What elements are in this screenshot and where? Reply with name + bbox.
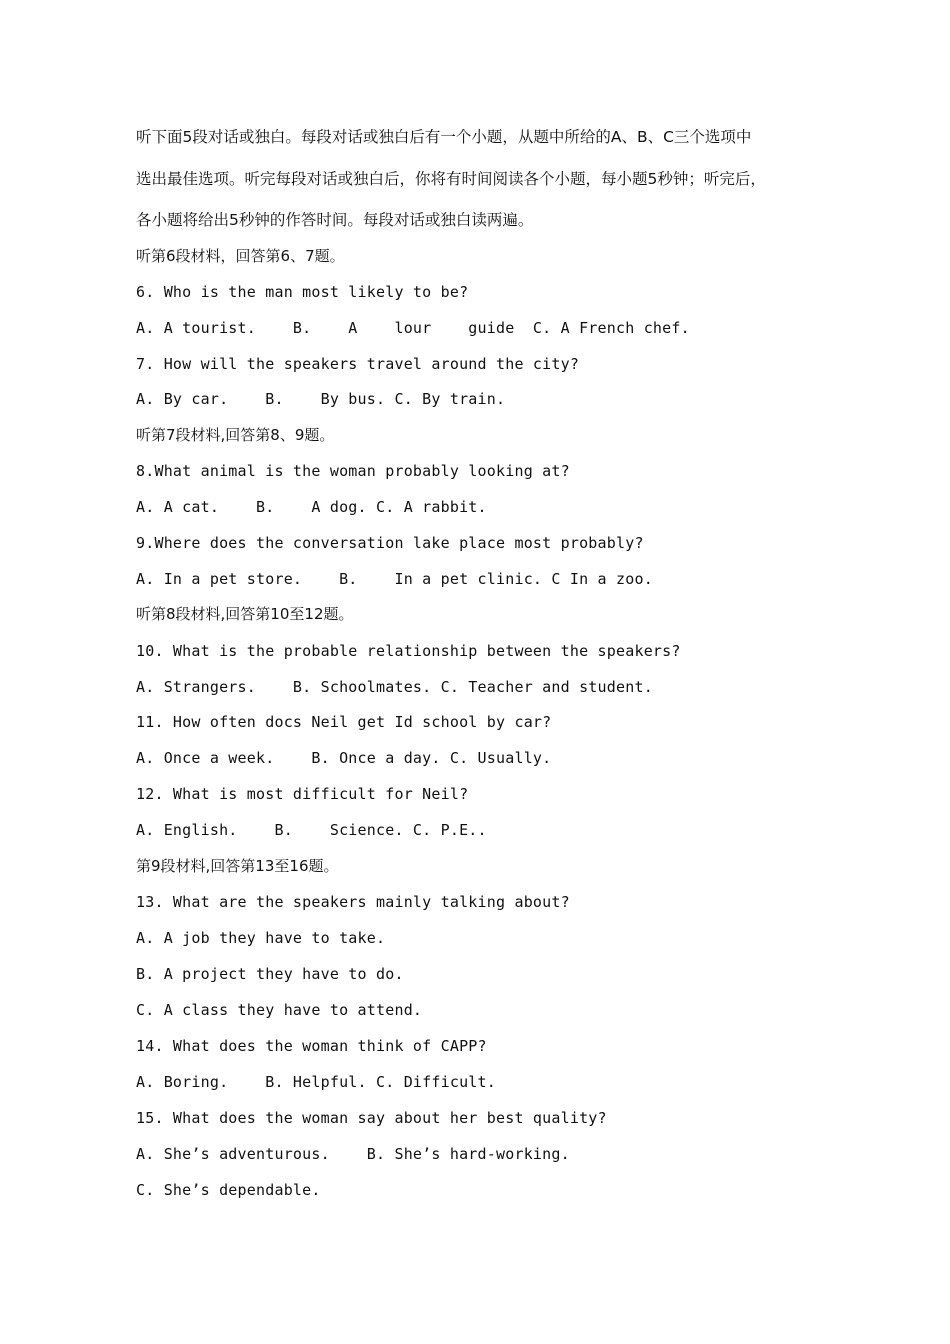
section-heading-9: 第9段材料,回答第13至16题。	[136, 857, 339, 875]
option-15c: C. She’s dependable.	[136, 1181, 321, 1199]
question-6: 6. Who is the man most likely to be?	[136, 283, 469, 301]
options-12: A. English. B. Science. C. P.E..	[136, 821, 487, 839]
question-11: 11. How often docs Neil get Id school by car?	[136, 713, 552, 731]
question-13: 13. What are the speakers mainly talking about?	[136, 893, 570, 911]
options-14: A. Boring. B. Helpful. C. Difficult.	[136, 1073, 496, 1091]
question-10: 10. What is the probable relationship between the speakers?	[136, 642, 681, 660]
question-15: 15. What does the woman say about her best quality?	[136, 1109, 607, 1127]
section-heading-7: 听第7段材料,回答第8、9题。	[136, 426, 335, 444]
question-12: 12. What is most difficult for Neil?	[136, 785, 469, 803]
options-8: A. A cat. B. A dog. C. A rabbit.	[136, 498, 487, 516]
question-14: 14. What does the woman think of CAPP?	[136, 1037, 487, 1055]
section-heading-6: 听第6段材料，回答第6、7题。	[136, 247, 345, 265]
section-heading-8: 听第8段材料,回答第10至12题。	[136, 605, 354, 623]
options-7: A. By car. B. By bus. C. By train.	[136, 390, 506, 408]
options-6: A. A tourist. B. A lour guide C. A French chef.	[136, 319, 690, 337]
option-13a: A. A job they have to take.	[136, 929, 386, 947]
options-9: A. In a pet store. B. In a pet clinic. C In a zoo.	[136, 570, 653, 588]
intro-line-2: 选出最佳选项。听完每段对话或独白后，你将有时间阅读各个小题，每小题5秒钟；听完后，	[136, 170, 766, 188]
options-11: A. Once a week. B. Once a day. C. Usually.	[136, 749, 552, 767]
options-15ab: A. She’s adventurous. B. She’s hard-working.	[136, 1145, 570, 1163]
options-10: A. Strangers. B. Schoolmates. C. Teacher and student.	[136, 678, 653, 696]
option-13c: C. A class they have to attend.	[136, 1001, 423, 1019]
intro-line-3: 各小题将给出5秒钟的作答时间。每段对话或独白读两遍。	[136, 211, 534, 229]
question-8: 8.What animal is the woman probably looking at?	[136, 462, 570, 480]
option-13b: B. A project they have to do.	[136, 965, 404, 983]
intro-line-1: 听下面5段对话或独白。每段对话或独白后有一个小题，从题中所给的A、B、C三个选项中	[136, 128, 752, 146]
question-7: 7. How will the speakers travel around the city?	[136, 355, 580, 373]
question-9: 9.Where does the conversation lake place most probably?	[136, 534, 644, 552]
